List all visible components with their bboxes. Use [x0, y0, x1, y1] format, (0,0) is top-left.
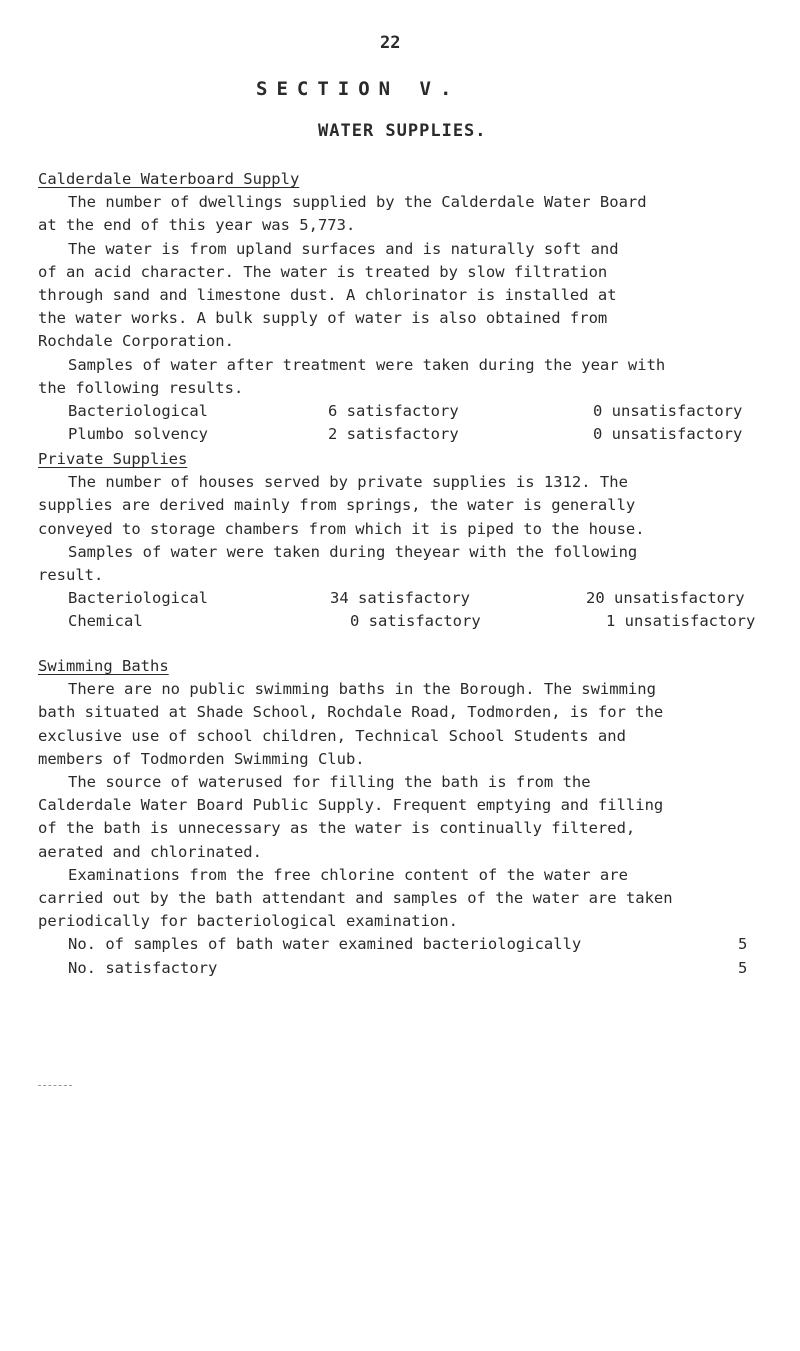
result-unsatisfactory: 0 unsatisfactory	[593, 425, 743, 444]
result-satisfactory: 0 satisfactory	[350, 612, 481, 631]
result-unsatisfactory: 1 unsatisfactory	[606, 612, 756, 631]
paragraph-line: periodically for bacteriological examination.	[38, 912, 458, 931]
result-satisfactory: 2 satisfactory	[328, 425, 459, 444]
paragraph-line: through sand and limestone dust. A chlorinator is installed at	[38, 286, 617, 305]
paragraph-line: There are no public swimming baths in the Borough. The swimming	[68, 680, 656, 699]
page-number: 22	[380, 33, 401, 53]
paragraph-line: Calderdale Water Board Public Supply. Frequent emptying and filling	[38, 796, 664, 815]
paragraph-line: The source of waterused for filling the bath is from the	[68, 773, 591, 792]
result-row	[38, 400, 788, 423]
result-satisfactory: 6 satisfactory	[328, 402, 459, 421]
paragraph-line: Examinations from the free chlorine content of the water are	[68, 865, 628, 884]
calderdale-section	[38, 168, 788, 446]
swimming-baths-section	[38, 655, 788, 980]
paragraph-line: supplies are derived mainly from springs, the water is generally	[38, 496, 636, 515]
paragraph-line: exclusive use of school children, Technical School Students and	[38, 726, 626, 745]
paragraph-line: the following results.	[38, 378, 244, 397]
result-row	[38, 587, 788, 610]
paragraph-line: members of Todmorden Swimming Club.	[38, 749, 365, 768]
stat-label: No. of samples of bath water examined bacteriologically	[68, 935, 582, 954]
swimming-baths-heading: Swimming Baths	[38, 657, 169, 675]
private-supplies-heading: Private Supplies	[38, 450, 188, 468]
result-label: Chemical	[68, 612, 143, 631]
calderdale-heading: Calderdale Waterboard Supply	[38, 170, 300, 188]
stat-value: 5	[738, 935, 748, 954]
paragraph-line: The number of dwellings supplied by the Calderdale Water Board	[68, 193, 647, 212]
paragraph-line: result.	[38, 566, 104, 585]
result-label: Plumbo solvency	[68, 425, 208, 444]
page-subtitle: WATER SUPPLIES.	[318, 121, 487, 141]
paragraph-line: of the bath is unnecessary as the water is continually filtered,	[38, 819, 636, 838]
paragraph-line: Samples of water were taken during theyear with the following	[68, 542, 638, 561]
stat-row	[38, 933, 788, 956]
paragraph-line: of an acid character. The water is treated by slow filtration	[38, 262, 608, 281]
private-supplies-section	[38, 448, 788, 634]
paragraph-line: at the end of this year was 5,773.	[38, 216, 356, 235]
paragraph-line: The number of houses served by private supplies is 1312. The	[68, 473, 628, 492]
paragraph-line: The water is from upland surfaces and is naturally soft and	[68, 239, 619, 258]
paragraph-line: conveyed to storage chambers from which it is piped to the house.	[38, 519, 645, 538]
result-unsatisfactory: 0 unsatisfactory	[593, 402, 743, 421]
paragraph-line: bath situated at Shade School, Rochdale Road, Todmorden, is for the	[38, 703, 664, 722]
divider-rule	[38, 1085, 72, 1086]
paragraph-line: carried out by the bath attendant and samples of the water are taken	[38, 889, 673, 908]
section-title: SECTION V.	[256, 78, 461, 100]
paragraph-line: Samples of water after treatment were taken during the year with	[68, 355, 666, 374]
paragraph-line: Rochdale Corporation.	[38, 332, 234, 351]
stat-label: No. satisfactory	[68, 958, 218, 977]
result-satisfactory: 34 satisfactory	[330, 589, 470, 608]
result-label: Bacteriological	[68, 589, 208, 608]
result-label: Bacteriological	[68, 402, 208, 421]
result-unsatisfactory: 20 unsatisfactory	[586, 589, 745, 608]
result-row	[38, 423, 788, 446]
paragraph-line: aerated and chlorinated.	[38, 842, 262, 861]
paragraph-line: the water works. A bulk supply of water is also obtained from	[38, 309, 608, 328]
result-row	[38, 610, 788, 633]
stat-row	[38, 957, 788, 980]
stat-value: 5	[738, 958, 748, 977]
